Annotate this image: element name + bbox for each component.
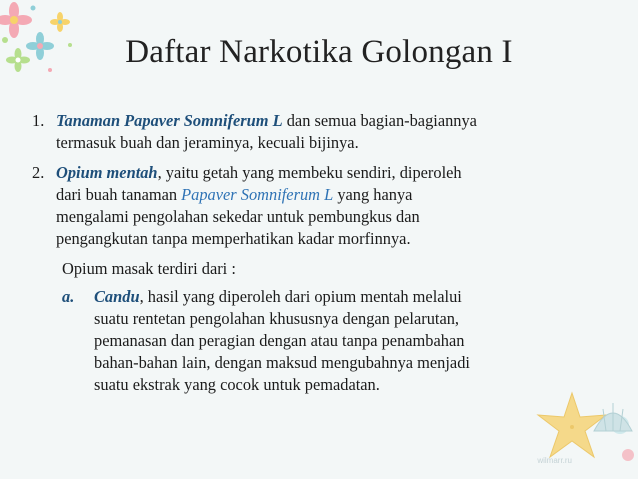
item-text: , yaitu getah yang membeku sendiri, diperoleh [157,163,462,182]
opium-masak-heading [62,258,612,280]
item-text: , hasil yang diperoleh dari opium mentah melalui [139,287,462,306]
opium-masak-text: Opium masak terdiri dari : [62,259,236,278]
watermark: wilmarr.ru [537,456,572,465]
list-item-1 [32,110,612,154]
slide-content [32,110,612,396]
item-text: termasuk buah dan jeraminya, kecuali bijinya. [56,133,359,152]
item-text: dan semua bagian-bagiannya [282,111,477,130]
item-text: mengalami pengolahan sekedar untuk pembungkus dan [56,207,420,226]
sub-letter: a. [62,287,75,306]
highlight-text: Tanaman Papaver Somniferum L [56,111,283,130]
list-number: 1. [32,111,45,130]
list-item-2 [32,162,612,250]
item-text: bahan-bahan lain, dengan maksud mengubahnya menjadi [94,353,470,372]
highlight-text: Opium mentah [56,163,158,182]
highlight-text: Candu [94,287,140,306]
sub-item-a [62,286,612,396]
highlight-text: Papaver Somniferum L [181,185,334,204]
item-text: pengangkutan tanpa memperhatikan kadar morfinnya. [56,229,411,248]
shell-decoration-icon [588,395,638,435]
list-number: 2. [32,163,45,182]
page-title: Daftar Narkotika Golongan I [125,34,513,70]
item-text: yang hanya [333,185,413,204]
item-text: pemanasan dan peragian dengan atau tanpa penambahan [94,331,465,350]
item-text: suatu ekstrak yang cocok untuk pemadatan. [94,375,380,394]
item-text: suatu rentetan pengolahan khususnya dengan pelarutan, [94,309,460,328]
item-text: dari buah tanaman [56,185,182,204]
